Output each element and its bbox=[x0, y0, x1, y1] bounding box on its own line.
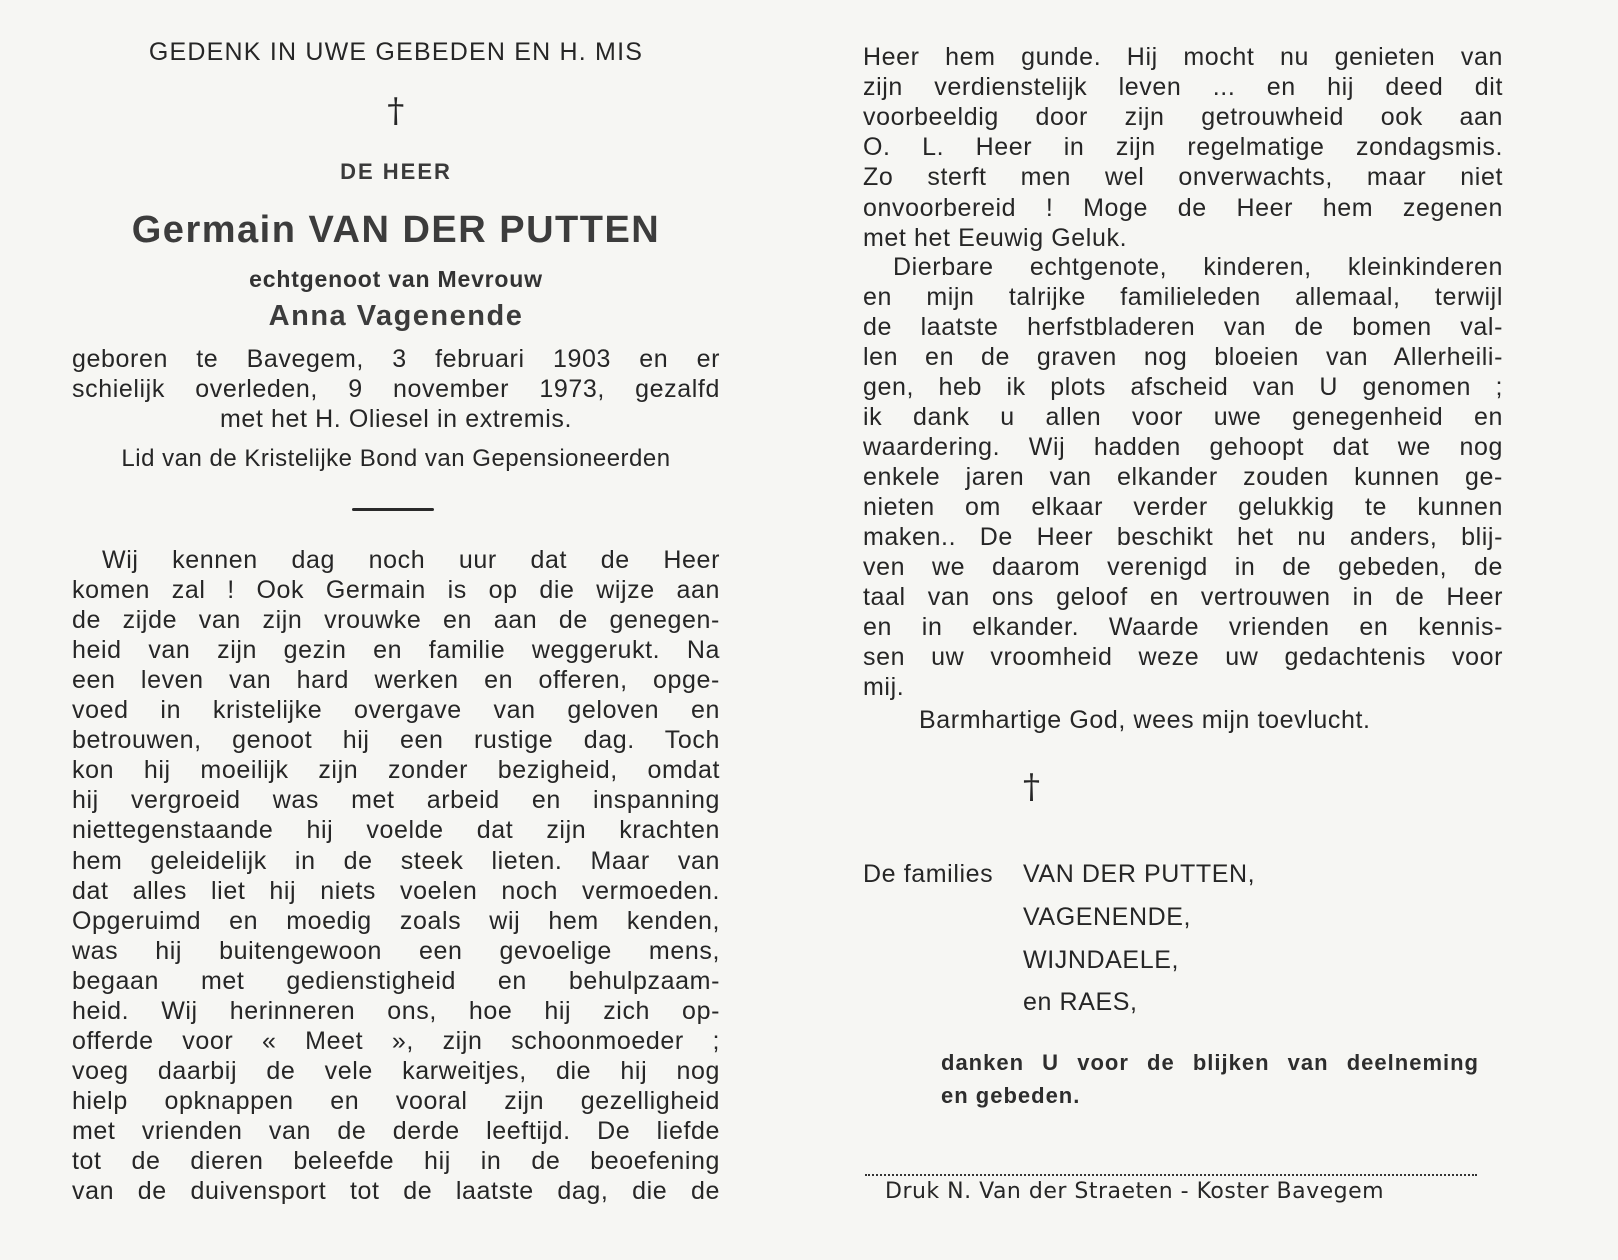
bio-line: geboren te Bavegem, 3 februari 1903 en er bbox=[72, 345, 720, 373]
text-line: kon hij moeilijk zijn zonder bezigheid, omdat bbox=[72, 756, 720, 785]
text-line: sen uw vroomheid weze uw gedachtenis voor bbox=[863, 643, 1503, 671]
text-line: zijn verdienstelijk leven ... en hij deed dit bbox=[863, 73, 1503, 102]
spouse-name: Anna Vagenende bbox=[268, 300, 524, 332]
thanks-line: en gebeden. bbox=[941, 1083, 1081, 1108]
text-line: Dierbare echtgenote, kinderen, kleinkinderen bbox=[893, 253, 1503, 281]
text-line: O. L. Heer in zijn regelmatige zondagsmis. bbox=[863, 133, 1503, 162]
prayer-line: Barmhartige God, wees mijn toevlucht. bbox=[919, 706, 1371, 734]
divider-dash bbox=[352, 508, 434, 511]
text-line: begaan met gedienstigheid en behulpzaam- bbox=[72, 966, 720, 995]
text-line: tot de dieren beleefde hij in de beoefening bbox=[72, 1147, 720, 1175]
text-line: van de duivensport tot de laatste dag, die de bbox=[72, 1177, 720, 1206]
text-line: Zo sterft men wel onverwachts, maar niet bbox=[863, 163, 1503, 192]
text-line: onvoorbereid ! Moge de Heer hem zegenen bbox=[863, 193, 1503, 222]
printer-credit: Druk N. Van der Straeten - Koster Bavegem bbox=[885, 1179, 1385, 1204]
remembrance-header: GEDENK IN UWE GEBEDEN EN H. MIS bbox=[148, 38, 644, 66]
text-line: gen, heb ik plots afscheid van U genomen ; bbox=[863, 373, 1503, 401]
bio-line: met het H. Oliesel in extremis. bbox=[219, 405, 573, 433]
text-line: voorbeeldig door zijn getrouwheid ook aan bbox=[863, 103, 1503, 132]
text-line: dat alles liet hij niets voelen noch vermoeden. bbox=[72, 876, 720, 905]
honorific-title: DE HEER bbox=[340, 159, 452, 184]
text-line: met vrienden van de derde leeftijd. De liefde bbox=[72, 1116, 720, 1145]
text-line: ik dank u allen voor uwe genegenheid en bbox=[863, 403, 1503, 431]
text-line: niettegenstaande hij voelde dat zijn krachten bbox=[72, 816, 720, 845]
dotted-separator bbox=[865, 1174, 1477, 1176]
text-line: Heer hem gunde. Hij mocht nu genieten van bbox=[863, 43, 1503, 71]
text-line: met het Eeuwig Geluk. bbox=[863, 223, 1128, 252]
deceased-name: Germain VAN DER PUTTEN bbox=[131, 209, 661, 251]
family-name: en RAES, bbox=[1023, 988, 1138, 1016]
text-line: komen zal ! Ook Germain is op die wijze aan bbox=[72, 576, 720, 605]
membership-line: Lid van de Kristelijke Bond van Gepensioneerden bbox=[121, 445, 671, 472]
family-name: VAGENENDE, bbox=[1023, 903, 1192, 931]
family-name: VAN DER PUTTEN, bbox=[1023, 860, 1256, 888]
text-line: de laatste herfstbladeren van de bomen val- bbox=[863, 313, 1503, 341]
family-name: WIJNDAELE, bbox=[1023, 946, 1180, 974]
thanks-line: danken U voor de blijken van deelneming bbox=[941, 1050, 1479, 1075]
text-line: offerde voor « Meet », zijn schoonmoeder ; bbox=[72, 1026, 720, 1055]
text-line: voed in kristelijke overgave van geloven en bbox=[72, 696, 720, 725]
text-line: Wij kennen dag noch uur dat de Heer bbox=[102, 546, 720, 574]
text-line: en in elkander. Waarde vrienden en kennis- bbox=[863, 613, 1503, 641]
text-line: ven we daarom verenigd in de gebeden, de bbox=[863, 553, 1503, 581]
text-line: betrouwen, genoot hij een rustige dag. Toch bbox=[72, 726, 720, 755]
text-line: len en de graven nog bloeien van Allerheili- bbox=[863, 343, 1503, 371]
families-prefix: De families bbox=[863, 860, 994, 888]
text-line: waardering. Wij hadden gehoopt dat we nog bbox=[863, 433, 1503, 461]
text-line: en mijn talrijke familieleden allemaal, terwijl bbox=[863, 283, 1503, 311]
text-line: heid van zijn gezin en familie weggerukt. Na bbox=[72, 636, 720, 665]
text-line: taal van ons geloof en vertrouwen in de Heer bbox=[863, 583, 1503, 611]
text-line: de zijde van zijn vrouwke en aan de genegen- bbox=[72, 606, 720, 635]
text-line: maken.. De Heer beschikt het nu anders, blij- bbox=[863, 523, 1503, 551]
text-line: mij. bbox=[863, 673, 905, 701]
text-line: hij vergroeid was met arbeid en inspanning bbox=[72, 786, 720, 815]
spouse-prefix: echtgenoot van Mevrouw bbox=[249, 266, 543, 292]
cross-icon: † bbox=[387, 91, 405, 131]
text-line: Opgeruimd en moedig zoals wij hem kenden, bbox=[72, 906, 720, 935]
text-line: enkele jaren van elkander zouden kunnen ge- bbox=[863, 463, 1503, 491]
text-line: hem geleidelijk in de steek lieten. Maar van bbox=[72, 846, 720, 875]
text-line: voeg daarbij de vele karweitjes, die hij nog bbox=[72, 1056, 720, 1085]
cross-icon: † bbox=[1023, 767, 1041, 807]
text-line: was hij buitengewoon een gevoelige mens, bbox=[72, 936, 720, 965]
text-line: heid. Wij herinneren ons, hoe hij zich op- bbox=[72, 996, 720, 1025]
bio-line: schielijk overleden, 9 november 1973, gezalfd bbox=[72, 375, 720, 403]
text-line: hielp opknappen en vooral zijn gezelligheid bbox=[72, 1086, 720, 1115]
text-line: nieten om elkaar verder gelukkig te kunnen bbox=[863, 493, 1503, 521]
text-line: een leven van hard werken en offeren, opge- bbox=[72, 666, 720, 695]
